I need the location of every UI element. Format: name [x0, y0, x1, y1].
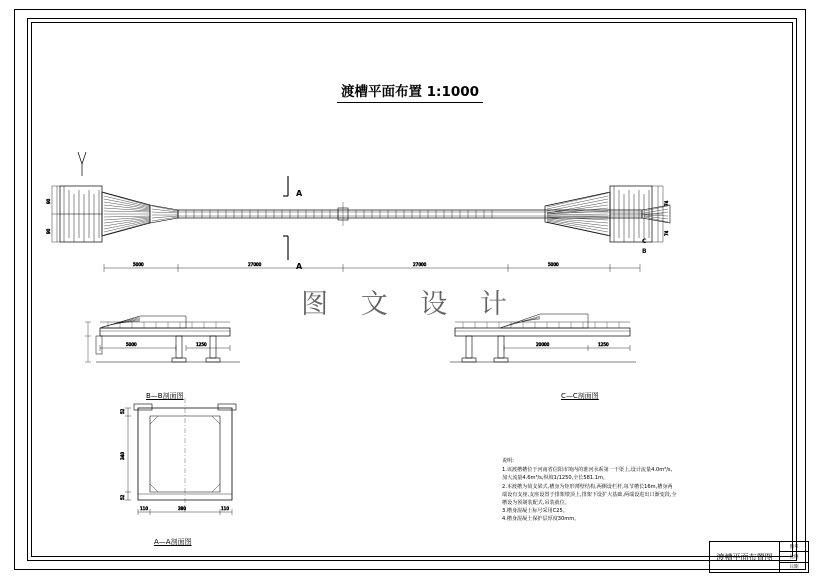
section-b-dim-1: 5000 [126, 342, 137, 347]
section-cut-b-label: B [642, 248, 647, 255]
note-item: 3.槽身混凝土标号采用C25。 [502, 508, 568, 515]
plan-title [15, 80, 805, 100]
title-block [709, 541, 809, 573]
plan-dim-right-2: 74 [664, 230, 669, 236]
section-c-dim-1: 20000 [536, 342, 550, 347]
section-a-dim-1: 110 [140, 506, 148, 511]
plan-dim-bottom-2: 27000 [248, 262, 262, 267]
notes-title: 说明: [502, 458, 514, 464]
notes-block [502, 457, 677, 524]
view-b-label: B—B剖面图 [146, 392, 184, 400]
note-item: 1.该渡槽槽位于河南省信阳市境内的淮河水系第一干渠上,设计流量4.0m³/s,加大流量4.6m³/s,纵坡1/1250,全长581.1m。 [502, 467, 673, 482]
note-item: 4.槽身混凝土保护层厚度30mm。 [502, 516, 580, 523]
title-block-cell: 日期 [789, 565, 799, 571]
drawing-sheet-frame [14, 9, 806, 570]
section-a-dim-3: 110 [221, 506, 229, 511]
section-cut-a-top-label: A [296, 189, 303, 198]
section-a-dim-5: 340 [120, 452, 125, 460]
section-cut-a-bottom-label: A [296, 262, 303, 271]
plan-dim-bottom-4: 5000 [548, 262, 559, 267]
note-item: 2.本渡槽为简支梁式,槽身为矩形薄壁结构,两侧设栏杆,每节槽长16m,槽身两端设有支座,支座设置于排架墩顶上,排架下设扩大基础,两端设进出口渐变段,全槽设为预制装配式,吊装就位。 [502, 483, 677, 507]
plan-dim-left-2: 90 [46, 228, 51, 234]
section-c-dim-2: 1250 [598, 342, 609, 347]
watermark: 图 文 设 计 [301, 289, 519, 320]
title-block-cell: 图号 [780, 542, 808, 552]
section-a-dim-6: 52 [120, 494, 125, 500]
plan-dim-left-1: 90 [46, 198, 51, 204]
plan-dim-bottom-1: 5000 [133, 262, 144, 267]
section-a-dim-4: 52 [120, 408, 125, 414]
title-block-cell: 比例 [780, 552, 808, 562]
section-a-dim-2: 380 [178, 506, 186, 511]
view-a-label: A—A剖面图 [154, 538, 192, 546]
title-block-cells [780, 542, 808, 572]
plan-dim-right-1: 74 [664, 200, 669, 206]
view-c-label: C—C剖面图 [561, 392, 599, 400]
section-b-dim-2: 1250 [196, 342, 207, 347]
plan-title-text: 渡槽平面布置 1:1000 [337, 84, 483, 103]
plan-dim-bottom-3: 27000 [413, 262, 427, 267]
section-cut-c-label: C [642, 238, 647, 245]
title-block-name: 渡槽平面布置图 [710, 542, 780, 572]
